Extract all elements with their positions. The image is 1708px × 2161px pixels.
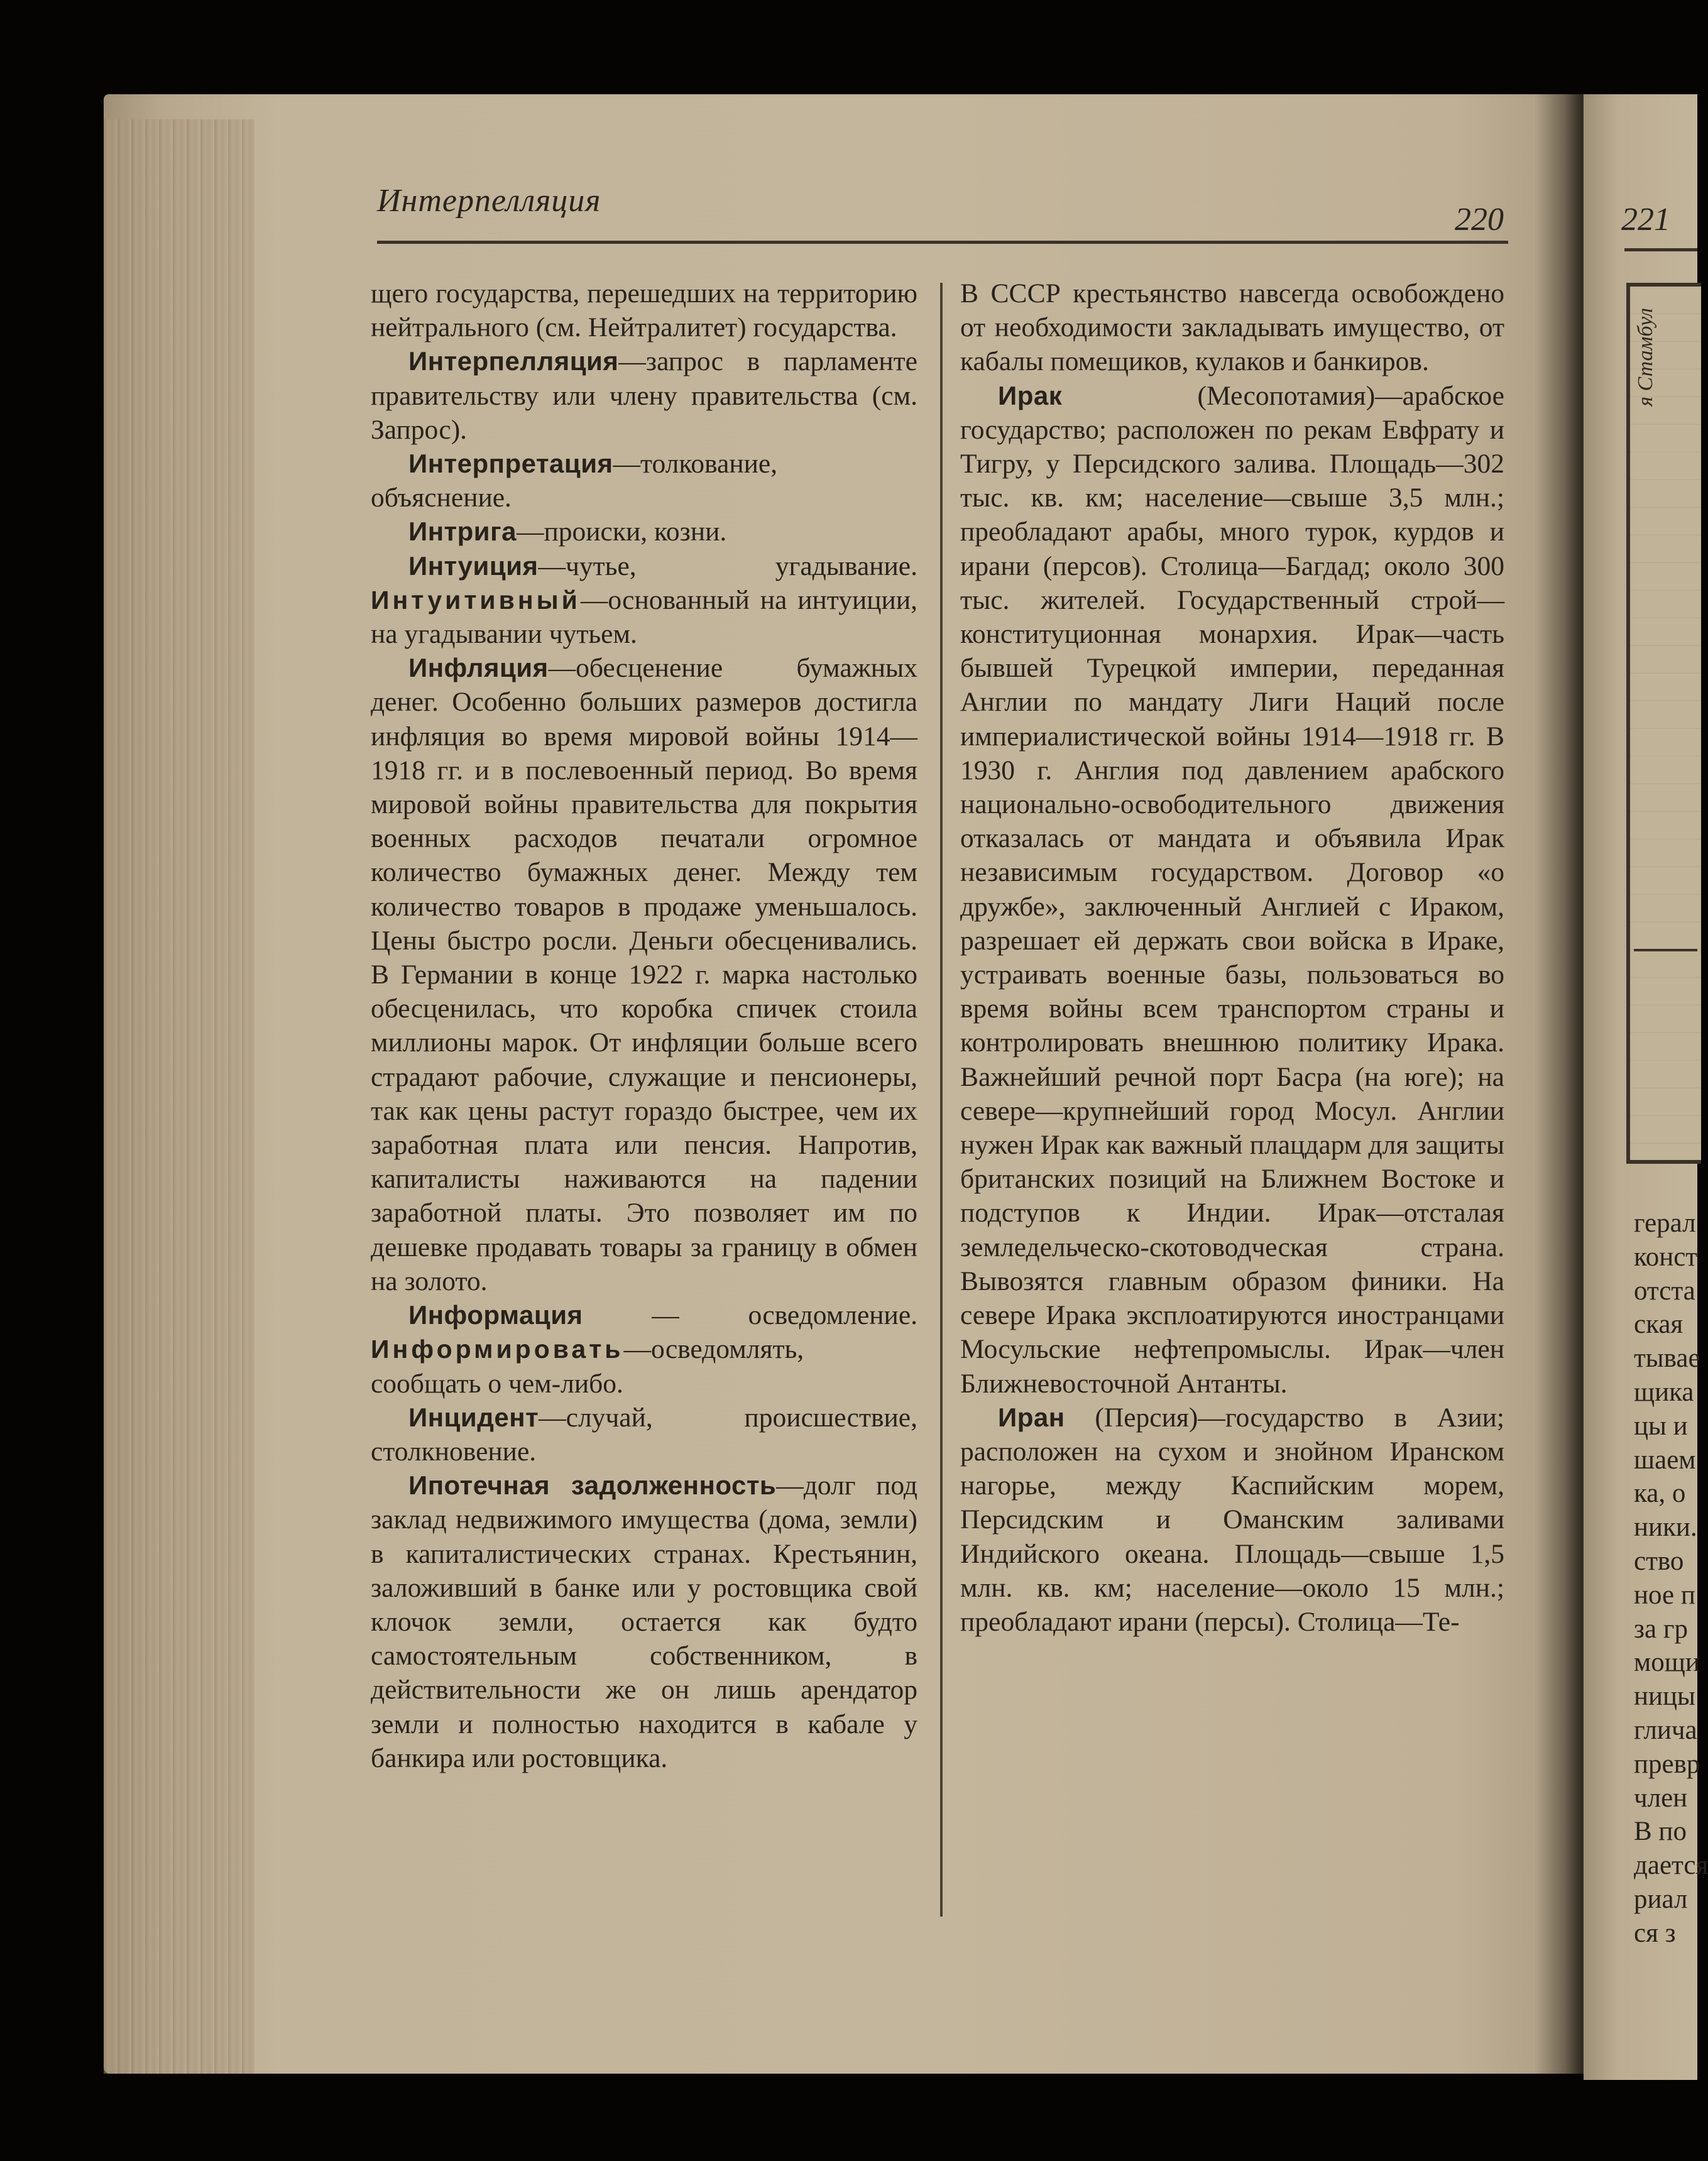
entry-text: —случай, происшествие, столкновение.: [371, 1402, 917, 1467]
fragment-line: шаем: [1634, 1445, 1696, 1475]
fragment-line: щика: [1634, 1377, 1694, 1407]
fragment-line: тывае: [1634, 1343, 1700, 1374]
fragment-line: отста: [1634, 1276, 1695, 1306]
entry-headword: Интерпретация: [408, 449, 613, 479]
map-label: я Стамбул: [1634, 308, 1657, 407]
page-number-right: 221: [1621, 202, 1670, 238]
entry-text: —толкование, объяснение.: [371, 449, 778, 513]
next-page-text-fragments: [1634, 1206, 1708, 1950]
left-text-column: [371, 276, 917, 1775]
dictionary-entry: [371, 1401, 917, 1469]
entry-text: щего государства, перешедших на территорию нейтрального (см. Нейтралитет) государства.: [371, 278, 917, 343]
entry-headword: Информация: [408, 1300, 583, 1330]
entry-text: —долг под заклад недвижимого имущества (дома, земли) в капиталистических странах. Крестьянин, заложивший в банке или у ростовщика свой клочок земли, остается как будто самостоятельным собственником, в действительности же он лишь арендатор земли и полностью находится в кабале у банкира или ростовщика.: [371, 1470, 917, 1773]
fragment-line: ская: [1634, 1310, 1683, 1340]
fragment-line: цы и: [1634, 1411, 1688, 1441]
fragment-line: ка, о: [1634, 1479, 1686, 1509]
fragment-line: риал: [1634, 1884, 1688, 1914]
fragment-line: конст: [1634, 1242, 1698, 1272]
dictionary-entry: [960, 1401, 1504, 1639]
map-fragment: [1626, 283, 1701, 1164]
fragment-line: ницы: [1634, 1682, 1695, 1712]
entry-headword: Ирак: [998, 380, 1063, 410]
dictionary-entry: [371, 549, 917, 652]
column-divider: [940, 283, 943, 1917]
dictionary-entry: [371, 515, 917, 549]
fragment-line: дается: [1634, 1851, 1708, 1881]
dictionary-entry: [371, 344, 917, 447]
derived-text: —основанный на интуиции, на угадывании чутьем.: [371, 584, 917, 650]
header-rule-right: [1624, 248, 1697, 251]
map-inner-rule: [1634, 949, 1697, 951]
entry-text: —чутье, угадывание.: [538, 550, 917, 581]
entry-text: (Персия)—государство в Азии; расположен на сухом и знойном Иранском нагорье, между Каспийским морем, Персидским и Оманским заливами Индийского океана. Площадь—свыше 1,5 млн. кв. км; население—около 15 млн.; преобладают ирани (персы). Столица—Те-: [960, 1402, 1504, 1637]
entry-headword: Ипотечная задолженность: [408, 1470, 777, 1501]
entry-headword: Иран: [998, 1402, 1065, 1432]
entry-text: —происки, козни.: [516, 517, 727, 547]
entry-text: —обесценение бумажных денег. Особенно больших размеров достигла инфляция во время мировой войны 1914—1918 гг. и в послевоенный период. Во время мировой войны правительства для покрытия военных расходов печатали огромное количество бумажных денег. Между тем количество товаров в продаже уменьшалось. Цены быстро росли. Деньги обесценивались. В Германии в конце 1922 г. марка настолько обесценилась, что коробка спичек стоила миллионы марок. От инфляции больше всего страдают рабочие, служащие и пенсионеры, так как цены растут гораздо быстрее, чем их заработная плата или пенсия. Напротив, капиталисты наживаются на падении заработной платы. Это позволяет им по дешевке продавать товары за границу в обмен на золото.: [371, 653, 917, 1296]
fragment-line: ники.: [1634, 1513, 1697, 1543]
running-title: Интерпелляция: [377, 183, 601, 219]
fragment-line: член: [1634, 1783, 1688, 1813]
fragment-line: В по: [1634, 1817, 1687, 1847]
dictionary-entry: [371, 651, 917, 1298]
dictionary-entry: [371, 1298, 917, 1401]
derived-headword: Интуитивный: [371, 585, 581, 615]
entry-text: — осведомление.: [583, 1300, 917, 1331]
fragment-line: за гр: [1634, 1614, 1688, 1644]
dictionary-entry: [960, 379, 1504, 1401]
fragment-line: ся з: [1634, 1918, 1676, 1948]
derived-headword: Информировать: [371, 1335, 624, 1364]
fragment-line: ство: [1634, 1546, 1684, 1576]
fragment-line: ное п: [1634, 1580, 1695, 1610]
fragment-line: мощи: [1634, 1648, 1700, 1678]
page-edge: [104, 119, 255, 2074]
dictionary-entry: [371, 447, 917, 515]
entry-headword: Интерпелляция: [408, 346, 619, 376]
fragment-line: герал: [1634, 1208, 1696, 1238]
header-rule: [377, 241, 1508, 244]
continued-paragraph: [960, 276, 1504, 379]
continued-paragraph: [371, 276, 917, 344]
entry-headword: Интрига: [408, 517, 517, 547]
derived-text: —осведомлять, сообщать о чем-либо.: [371, 1334, 804, 1399]
right-text-column: [960, 276, 1504, 1639]
entry-text: —запрос в парламенте правительству или члену правительства (см. Запрос).: [371, 346, 917, 445]
entry-headword: Инцидент: [408, 1402, 539, 1432]
entry-text: В СССР крестьянство навсегда освобождено от необходимости закладывать имущество, от кабалы помещиков, кулаков и банкиров.: [960, 278, 1504, 377]
fragment-line: превр: [1634, 1749, 1700, 1779]
page-number-left: 220: [1455, 202, 1504, 238]
entry-headword: Инфляция: [408, 653, 549, 683]
dictionary-entry: [371, 1469, 917, 1775]
entry-headword: Интуиция: [408, 550, 539, 581]
fragment-line: глича: [1634, 1715, 1697, 1745]
entry-text: (Месопотамия)—арабское государство; расположен по рекам Евфрату и Тигру, у Персидского залива. Площадь—302 тыс. кв. км; население—свыше 3,5 млн.; преобладают арабы, много турок, курдов и ирани (персов). Столица—Багдад; около 300 тыс. жителей. Государственный строй—конституционная монархия. Ирак—часть бывшей Турецкой империи, переданная Англии по мандату Лиги Наций после империалистической войны 1914—1918 гг. В 1930 г. Англия под давлением арабского национально-освободительного движения отказалась от мандата и объявила Ирак независимым государством. Договор «о дружбе», заключенный Англией с Ираком, разрешает ей держать свои войска в Ираке, устраивать военные базы, пользоваться во время войны всем транспортом страны и контролировать внешнюю политику Ирака. Важнейший речной порт Басра (на юге); на севере—крупнейший город Мосул. Англии нужен Ирак как важный плацдарм для защиты британских позиций на Ближнем Востоке и подступов к Индии. Ирак—отсталая земледельческо-скотоводческая страна. Вывозятся главным образом финики. На севере Ирака эксплоатируются иностранцами Мосульские нефтепромыслы. Ирак—член Ближневосточной Антанты.: [960, 380, 1504, 1399]
